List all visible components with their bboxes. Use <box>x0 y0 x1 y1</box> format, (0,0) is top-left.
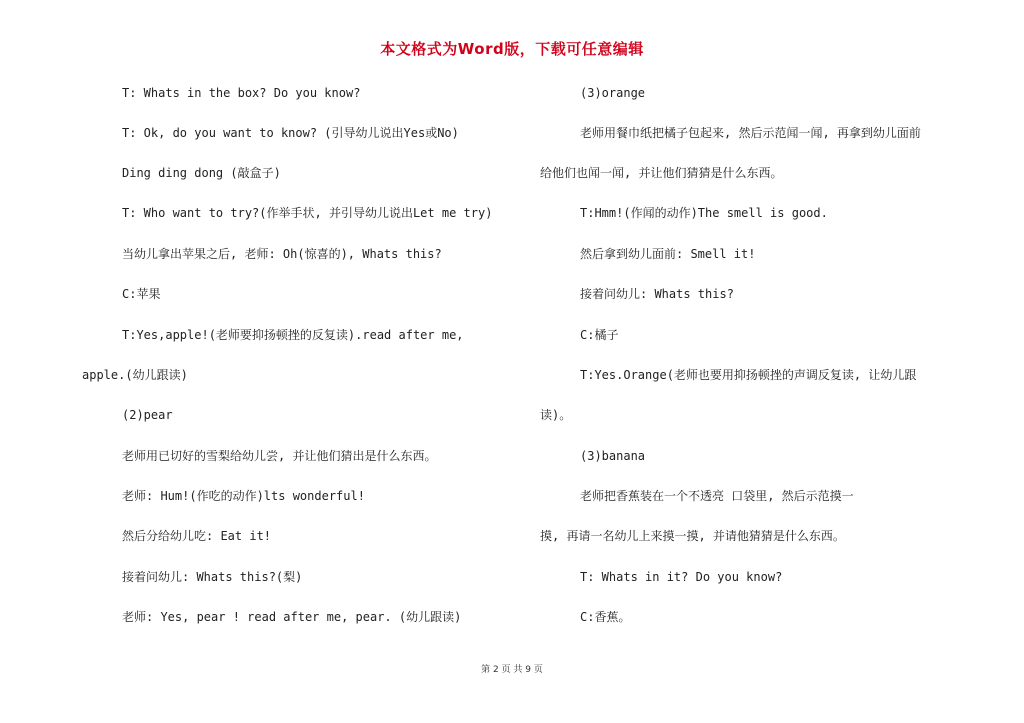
text-line: T:Yes.Orange(老师也要用抑扬顿挫的声调反复读, 让幼儿跟 <box>580 368 917 382</box>
text-line: (2)pear <box>122 408 173 422</box>
text-line: T:Hmm!(作闻的动作)The smell is good. <box>580 206 828 220</box>
text-line: 然后分给幼儿吃: Eat it! <box>122 529 272 543</box>
text-line: T: Whats in it? Do you know? <box>580 570 783 584</box>
text-line: T: Ok, do you want to know? (引导幼儿说出Yes或No) <box>122 126 459 140</box>
page-number: 第 2 页 共 9 页 <box>481 665 543 675</box>
text-line: apple.(幼儿跟读) <box>82 368 188 382</box>
text-line: 老师把香蕉装在一个不透亮 口袋里, 然后示范摸一 <box>580 489 854 503</box>
text-line: 读)。 <box>540 408 572 422</box>
text-line: 摸, 再请一名幼儿上来摸一摸, 并请他猜猜是什么东西。 <box>540 529 845 543</box>
text-line: Ding ding dong (敲盒子) <box>122 166 281 180</box>
text-line: 老师用餐巾纸把橘子包起来, 然后示范闻一闻, 再拿到幼儿面前 <box>580 126 921 140</box>
text-line: 接着问幼儿: Whats this?(梨) <box>122 570 303 584</box>
text-line: T: Whats in the box? Do you know? <box>122 86 361 100</box>
text-line: (3)orange <box>580 86 646 100</box>
text-line: 老师用已切好的雪梨给幼儿尝, 并让他们猜出是什么东西。 <box>122 449 437 463</box>
text-line: 接着问幼儿: Whats this? <box>580 287 734 301</box>
document-banner: 本文格式为Word版，下载可任意编辑 <box>380 40 644 58</box>
text-line: 当幼儿拿出苹果之后, 老师: Oh(惊喜的), Whats this? <box>122 247 442 261</box>
text-line: T: Who want to try?(作举手状, 并引导幼儿说出Let me try) <box>122 206 493 220</box>
text-line: 老师: Yes, pear ! read after me, pear. (幼儿跟读) <box>122 610 462 624</box>
text-line: (3)banana <box>580 449 646 463</box>
text-line: 老师: Hum!(作吃的动作)lts wonderful! <box>122 489 365 503</box>
text-line: C:橘子 <box>580 328 619 342</box>
text-line: 给他们也闻一闻, 并让他们猜猜是什么东西。 <box>540 166 783 180</box>
text-line: C:香蕉。 <box>580 610 631 624</box>
text-line: 然后拿到幼儿面前: Smell it! <box>580 247 756 261</box>
text-line: C:苹果 <box>122 287 161 301</box>
text-line: T:Yes,apple!(老师要抑扬顿挫的反复读).read after me, <box>122 328 464 342</box>
